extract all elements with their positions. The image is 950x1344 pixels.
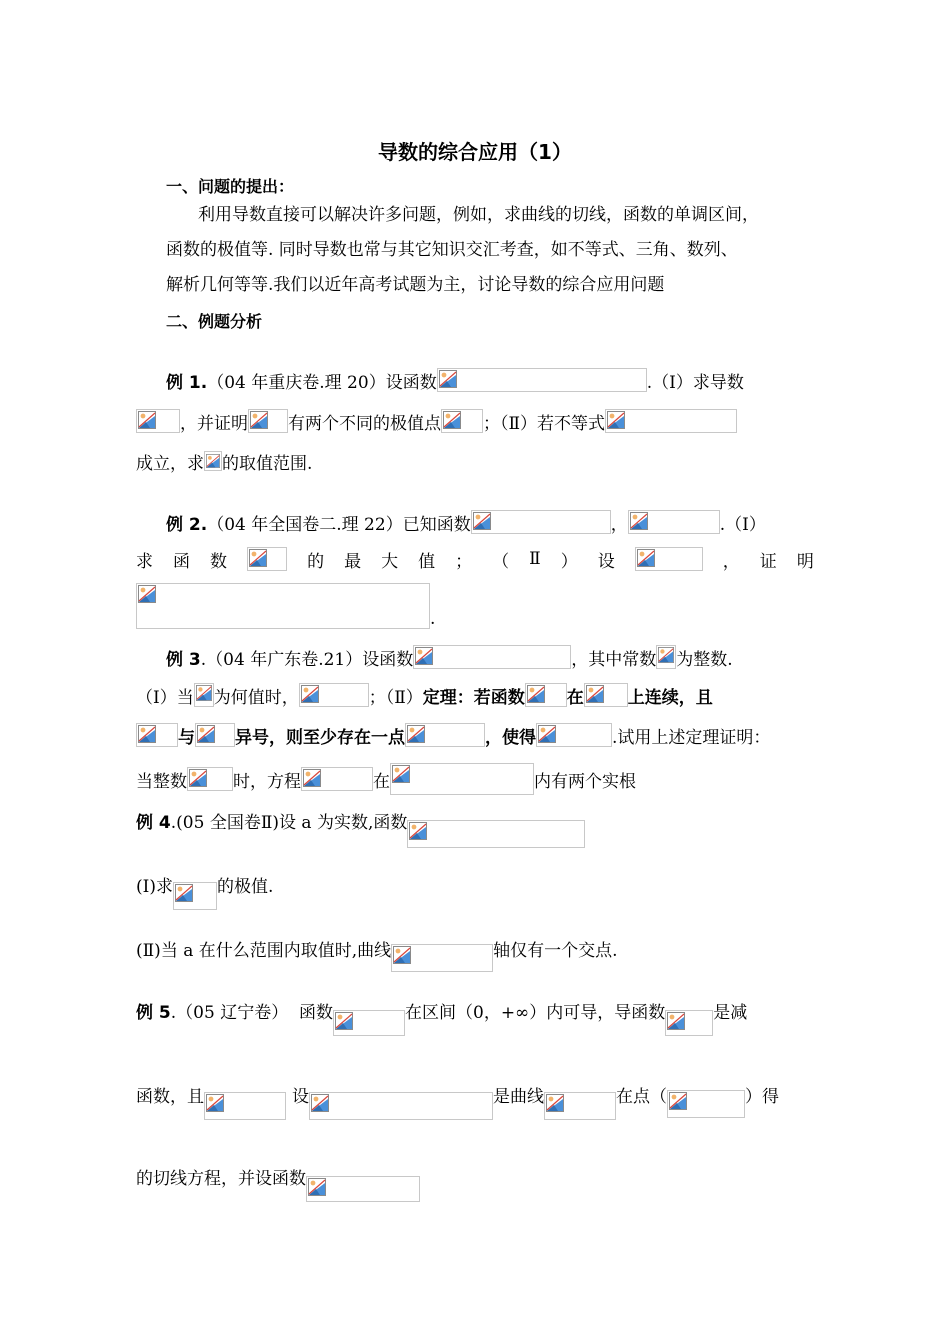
example-3-text: （Ⅰ）当: [136, 687, 194, 708]
example-1-text: ，并证明: [180, 413, 248, 434]
formula-image: [136, 723, 178, 747]
example-4-text: (Ⅱ)当 a 在什么范围内取值时,曲线: [136, 941, 392, 961]
formula-image: [390, 763, 534, 795]
broken-image-icon: [303, 769, 321, 787]
example-3-text: 为何值时，: [213, 687, 299, 708]
example-3-text: 在: [373, 771, 390, 792]
example-2-text: （04 年全国卷二.理 22）已知函数: [207, 514, 471, 535]
formula-image: [437, 368, 647, 392]
example-1-line-2: [136, 406, 737, 436]
example-3-line-3: [136, 720, 770, 750]
example-1-text: 的取值范围.: [222, 453, 313, 474]
example-2-text: .（Ⅰ）: [719, 514, 766, 535]
example-2-char: 值: [418, 551, 436, 572]
example-1-text: .（Ⅰ）求导数: [646, 372, 744, 393]
formula-image: [635, 547, 703, 571]
formula-image: [628, 510, 720, 534]
broken-image-icon: [527, 685, 545, 703]
formula-image: [195, 723, 235, 747]
formula-image: [665, 1010, 713, 1036]
formula-image: [306, 1176, 420, 1202]
example-2-char: ，: [722, 551, 740, 572]
example-2-char: 数: [210, 551, 228, 572]
broken-image-icon: [301, 685, 319, 703]
broken-image-icon: [409, 822, 427, 840]
broken-image-icon: [393, 946, 411, 964]
formula-image: [136, 583, 430, 629]
example-2-line-2: [136, 544, 814, 574]
broken-image-icon: [138, 411, 156, 429]
example-5-text: 的切线方程，并设函数: [136, 1169, 306, 1189]
example-3-text: 内有两个实根: [534, 771, 636, 792]
intro-paragraph-line-1: 利用导数直接可以解决许多问题，例如，求曲线的切线，函数的单调区间，: [198, 205, 759, 225]
formula-image: [187, 767, 233, 791]
example-3-text: 当整数: [136, 771, 187, 792]
example-3-theorem: 定理：若函数: [422, 687, 525, 708]
example-5-text: 设: [292, 1087, 309, 1107]
formula-image: [247, 547, 287, 571]
example-1-text: （04 年重庆卷.理 20）设函数: [207, 372, 437, 393]
example-2-char: 求: [136, 551, 153, 572]
formula-image: [544, 1092, 616, 1120]
page-title: 导数的综合应用（1）: [378, 140, 572, 164]
example-2-label: 例 2.: [166, 514, 208, 535]
formula-image: [413, 645, 571, 669]
example-3-theorem: 上连续，且: [627, 687, 713, 708]
example-3-theorem: 异号，则至少存在一点: [235, 727, 405, 748]
formula-image: [536, 723, 612, 747]
example-3-line-2: [136, 680, 713, 710]
example-2-char: 证: [759, 551, 777, 572]
example-3-theorem: 与: [178, 727, 195, 748]
example-4-line-2: [136, 872, 273, 912]
example-1-label: 例 1.: [166, 372, 208, 393]
broken-image-icon: [667, 1012, 685, 1030]
broken-image-icon: [197, 725, 215, 743]
example-5-line-3: [136, 1164, 420, 1204]
formula-image: [584, 683, 628, 707]
broken-image-icon: [138, 585, 156, 603]
example-4-text: (Ⅰ)求: [136, 877, 173, 897]
section-heading-examples: 二、例题分析: [166, 312, 263, 331]
broken-image-icon: [630, 512, 648, 530]
formula-image: [299, 683, 369, 707]
formula-image: [407, 820, 585, 848]
broken-image-icon: [206, 1094, 224, 1112]
broken-image-icon: [308, 1178, 326, 1196]
example-3-text: 时，方程: [233, 771, 301, 792]
formula-image: [173, 882, 217, 910]
example-2-line-1: [166, 507, 766, 537]
intro-paragraph-line-2: 函数的极值等. 同时导数也常与其它知识交汇考查，如不等式、三角、数列、: [166, 240, 738, 260]
formula-image: [248, 409, 288, 433]
example-5-line-2: [136, 1082, 779, 1122]
formula-image: [204, 451, 222, 471]
example-3-text: ；（Ⅱ）: [368, 687, 423, 708]
broken-image-icon: [311, 1094, 329, 1112]
example-2-char: （: [492, 551, 510, 572]
broken-image-icon: [669, 1092, 687, 1110]
formula-image: [136, 409, 180, 433]
broken-image-icon: [443, 411, 461, 429]
broken-image-icon: [206, 453, 220, 467]
broken-image-icon: [637, 549, 655, 567]
example-2-text: .: [430, 609, 436, 629]
broken-image-icon: [189, 769, 207, 787]
example-4-text: 的极值.: [216, 877, 274, 897]
formula-image: [333, 1010, 405, 1036]
broken-image-icon: [439, 370, 457, 388]
broken-image-icon: [546, 1094, 564, 1112]
example-5-text: ）得: [745, 1087, 779, 1107]
broken-image-icon: [250, 411, 268, 429]
example-2-text: ，: [610, 514, 628, 535]
formula-image: [309, 1092, 493, 1120]
example-2-char: 设: [597, 551, 615, 572]
broken-image-icon: [249, 549, 267, 567]
broken-image-icon: [138, 725, 156, 743]
broken-image-icon: [196, 685, 212, 701]
formula-image: [656, 645, 676, 669]
example-5-line-1: [136, 998, 747, 1038]
example-5-text: 在点（: [616, 1087, 667, 1107]
example-2-line-3: [136, 583, 435, 629]
example-4-line-3: [136, 936, 618, 976]
example-3-line-4: [136, 763, 636, 795]
broken-image-icon: [473, 512, 491, 530]
example-4-text: .(05 全国卷Ⅱ)设 a 为实数,函数: [170, 813, 408, 833]
broken-image-icon: [658, 647, 674, 663]
formula-image: [301, 767, 373, 791]
example-2-char: 的: [307, 551, 325, 572]
example-2-char: ；: [455, 551, 473, 572]
example-1-text: 成立，求: [136, 453, 204, 474]
section-heading-problem: 一、问题的提出：: [166, 177, 295, 196]
formula-image: [391, 944, 493, 972]
example-2-char: 大: [381, 551, 399, 572]
broken-image-icon: [586, 685, 604, 703]
broken-image-icon: [538, 725, 556, 743]
broken-image-icon: [607, 411, 625, 429]
example-2-char: 最: [344, 551, 362, 572]
broken-image-icon: [335, 1012, 353, 1030]
example-5-text: 是曲线: [493, 1087, 544, 1107]
example-4-label: 例 4: [136, 813, 171, 833]
example-3-text: .（04 年广东卷.21）设函数: [200, 649, 414, 670]
example-2-char: 明: [796, 551, 814, 572]
example-4-text: 轴仅有一个交点.: [493, 941, 618, 961]
example-1-line-3: [136, 446, 312, 476]
example-5-label: 例 5: [136, 1003, 171, 1023]
broken-image-icon: [415, 647, 433, 665]
example-3-label: 例 3: [166, 649, 201, 670]
example-1-line-1: [166, 365, 744, 395]
example-2-char: ）: [560, 551, 578, 572]
formula-image: [194, 683, 214, 707]
example-3-theorem: ，使得: [485, 727, 536, 748]
example-3-text: 为整数.: [676, 649, 733, 670]
formula-image: [605, 409, 737, 433]
broken-image-icon: [392, 765, 410, 783]
example-3-theorem: 在: [566, 687, 584, 708]
example-5-text: 函数，且: [136, 1087, 204, 1107]
formula-image: [405, 723, 485, 747]
example-3-line-1: [166, 642, 733, 672]
broken-image-icon: [407, 725, 425, 743]
example-1-text: 有两个不同的极值点: [288, 413, 441, 434]
example-1-text: ；（Ⅱ）若不等式: [483, 413, 606, 434]
example-3-text: .试用上述定理证明：: [612, 727, 771, 748]
example-5-text: 在区间（0，+∞）内可导，导函数: [405, 1003, 666, 1023]
formula-image: [471, 510, 611, 534]
example-4-line-1: [136, 808, 585, 848]
broken-image-icon: [175, 884, 193, 902]
example-5-text: .（05 辽宁卷） 函数: [170, 1003, 333, 1023]
example-5-text: 是减: [713, 1003, 748, 1023]
formula-image: [204, 1092, 286, 1120]
formula-image: [441, 409, 483, 433]
example-3-text: ，其中常数: [571, 649, 657, 670]
example-2-char: Ⅱ: [529, 549, 541, 569]
example-2-char: 函: [173, 551, 191, 572]
intro-paragraph-line-3: 解析几何等等.我们以近年高考试题为主，讨论导数的综合应用问题: [166, 275, 665, 295]
formula-image: [667, 1090, 745, 1118]
formula-image: [525, 683, 567, 707]
